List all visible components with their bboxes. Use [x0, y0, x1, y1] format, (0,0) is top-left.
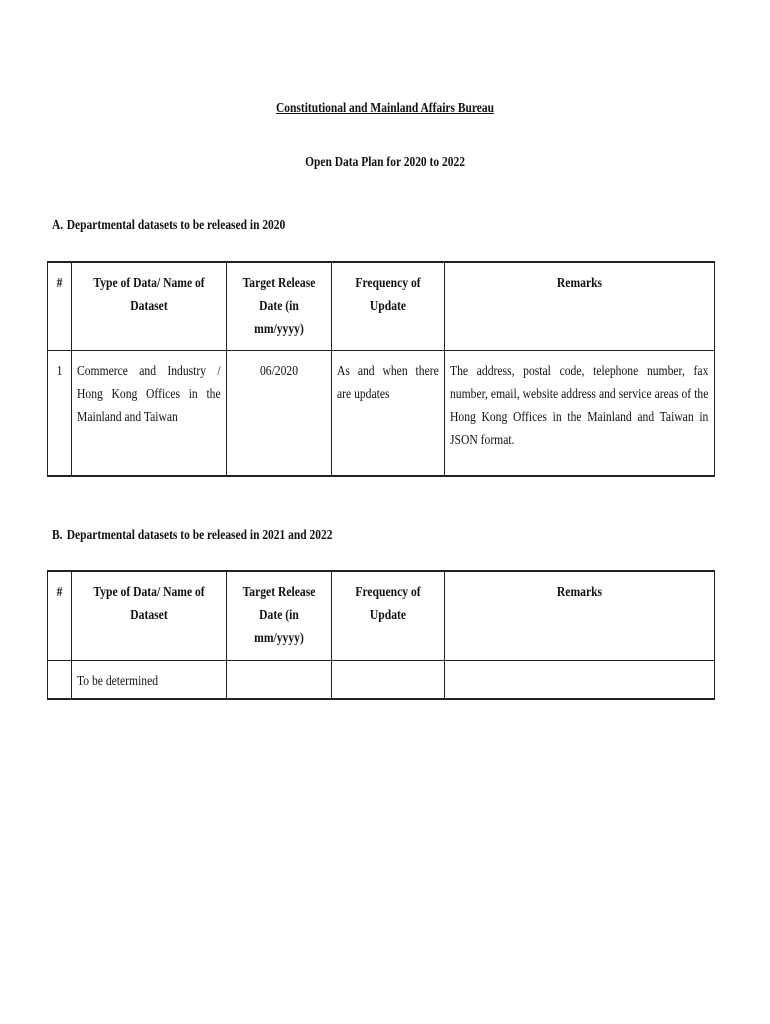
table-row — [48, 661, 715, 700]
section-b-heading — [52, 528, 332, 544]
table-row — [48, 351, 715, 477]
column-header-frequency: Frequency of Update — [332, 262, 445, 351]
document-title: Constitutional and Mainland Affairs Bureau — [276, 101, 494, 116]
section-a-heading-text: Departmental datasets to be released in 2020 — [66, 218, 286, 233]
column-header-dataset-name: Type of Data/ Name of Dataset — [72, 262, 227, 351]
column-header-target-release-date: Target Release Date (in mm/yyyy) — [227, 571, 332, 661]
document-subtitle: Open Data Plan for 2020 to 2022 — [305, 155, 465, 170]
datasets-2020-table — [47, 261, 715, 477]
remarks-cell — [445, 661, 715, 700]
table-header-row — [48, 571, 715, 661]
section-b-heading-text: Departmental datasets to be released in 2021 and 2022 — [66, 528, 333, 543]
column-header-frequency: Frequency of Update — [332, 571, 445, 661]
release-date-cell: 06/2020 — [227, 351, 332, 477]
column-header-number: # — [48, 262, 72, 351]
column-header-number: # — [48, 571, 72, 661]
column-header-target-release-date: Target Release Date (in mm/yyyy) — [227, 262, 332, 351]
table-header-row — [48, 262, 715, 351]
datasets-2021-2022-table — [47, 570, 715, 700]
column-header-remarks: Remarks — [445, 262, 715, 351]
row-number-cell — [48, 661, 72, 700]
section-a-letter: A. — [52, 218, 64, 233]
release-date-cell — [227, 661, 332, 700]
section-b-letter: B. — [52, 528, 63, 543]
section-a-heading — [52, 218, 285, 234]
row-number-cell: 1 — [48, 351, 72, 477]
dataset-name-cell: Commerce and Industry / Hong Kong Offices in the Mainland and Taiwan — [72, 351, 227, 477]
column-header-dataset-name: Type of Data/ Name of Dataset — [72, 571, 227, 661]
frequency-cell — [332, 661, 445, 700]
remarks-cell: The address, postal code, telephone number, fax number, email, website address and service areas of the Hong Kong Offices in the Mainland and Taiwan in JSON format. — [445, 351, 715, 477]
frequency-cell: As and when there are updates — [332, 351, 445, 477]
column-header-remarks: Remarks — [445, 571, 715, 661]
dataset-name-cell: To be determined — [72, 661, 227, 700]
